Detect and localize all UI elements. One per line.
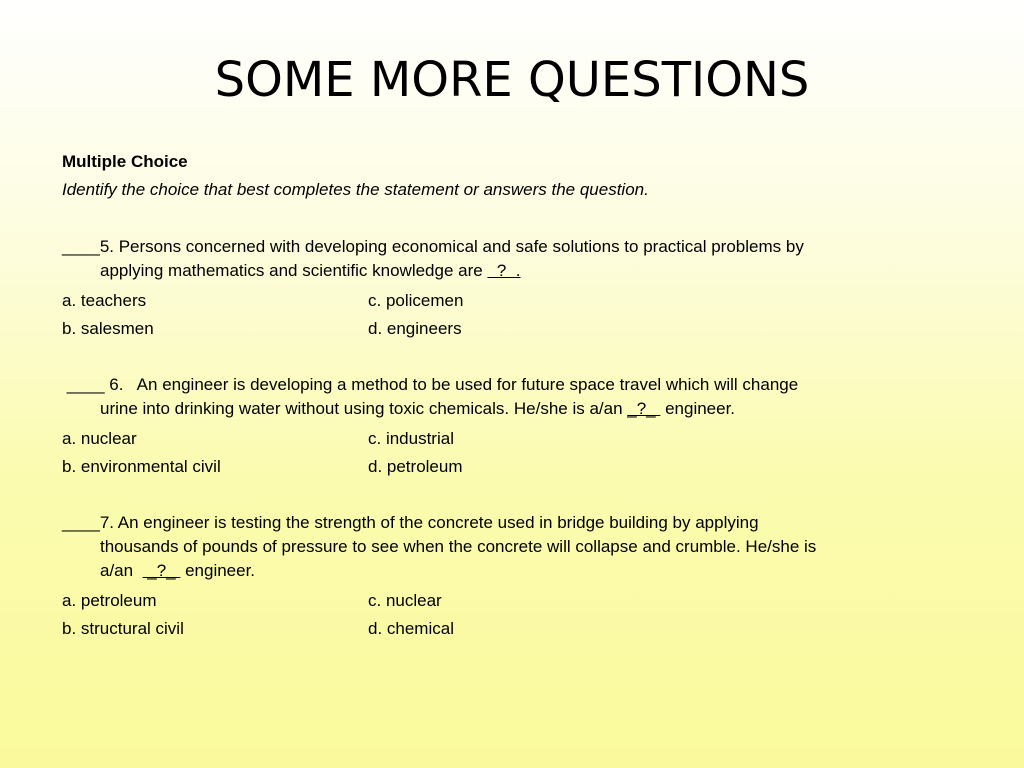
option-b: b. salesmen [62,319,154,338]
question-6-stem-end: urine into drinking water without using toxic chemicals. He/she is a/an [100,399,628,418]
question-7 [62,511,962,643]
question-5 [62,235,962,343]
slide-content [62,150,962,673]
slide-title: SOME MORE QUESTIONS [214,52,810,108]
question-5-line-1: ____5. Persons concerned with developing economical and safe solutions to practical problems by [62,237,804,256]
question-5-stem-end: applying mathematics and scientific knowledge are [100,261,488,280]
option-b: b. environmental civil [62,457,221,476]
option-a: a. nuclear [62,429,137,448]
option-c: c. policemen [368,291,464,310]
question-7-line-3 [62,559,962,583]
option-a: a. teachers [62,291,147,310]
option-d: d. petroleum [368,457,463,476]
option-d: d. engineers [368,319,462,338]
question-6-blank: _?_ [627,399,661,418]
question-5-line-2 [62,259,962,283]
question-6-trailing: engineer. [660,399,736,418]
question-6-options [62,425,962,481]
question-6-line-1: ____ 6. An engineer is developing a method to be used for future space travel which will change [62,375,799,394]
section-heading: Multiple Choice [62,152,188,171]
option-c: c. industrial [368,429,454,448]
option-b: b. structural civil [62,619,184,638]
question-7-trailing: engineer. [180,561,256,580]
question-7-line-2: thousands of pounds of pressure to see when the concrete will collapse and crumble. He/she is [100,537,817,556]
option-d: d. chemical [368,619,454,638]
question-6-line-2 [62,397,962,421]
question-5-blank: ? . [487,261,521,280]
question-5-options [62,287,962,343]
question-6 [62,373,962,481]
question-7-line-1: ____7. An engineer is testing the strength of the concrete used in bridge building by applying [62,513,759,532]
option-a: a. petroleum [62,591,157,610]
question-7-stem-end: a/an [100,561,143,580]
question-7-blank: _?_ [142,561,181,580]
question-7-options [62,587,962,643]
option-c: c. nuclear [368,591,442,610]
instructions-text: Identify the choice that best completes the statement or answers the question. [62,180,649,199]
